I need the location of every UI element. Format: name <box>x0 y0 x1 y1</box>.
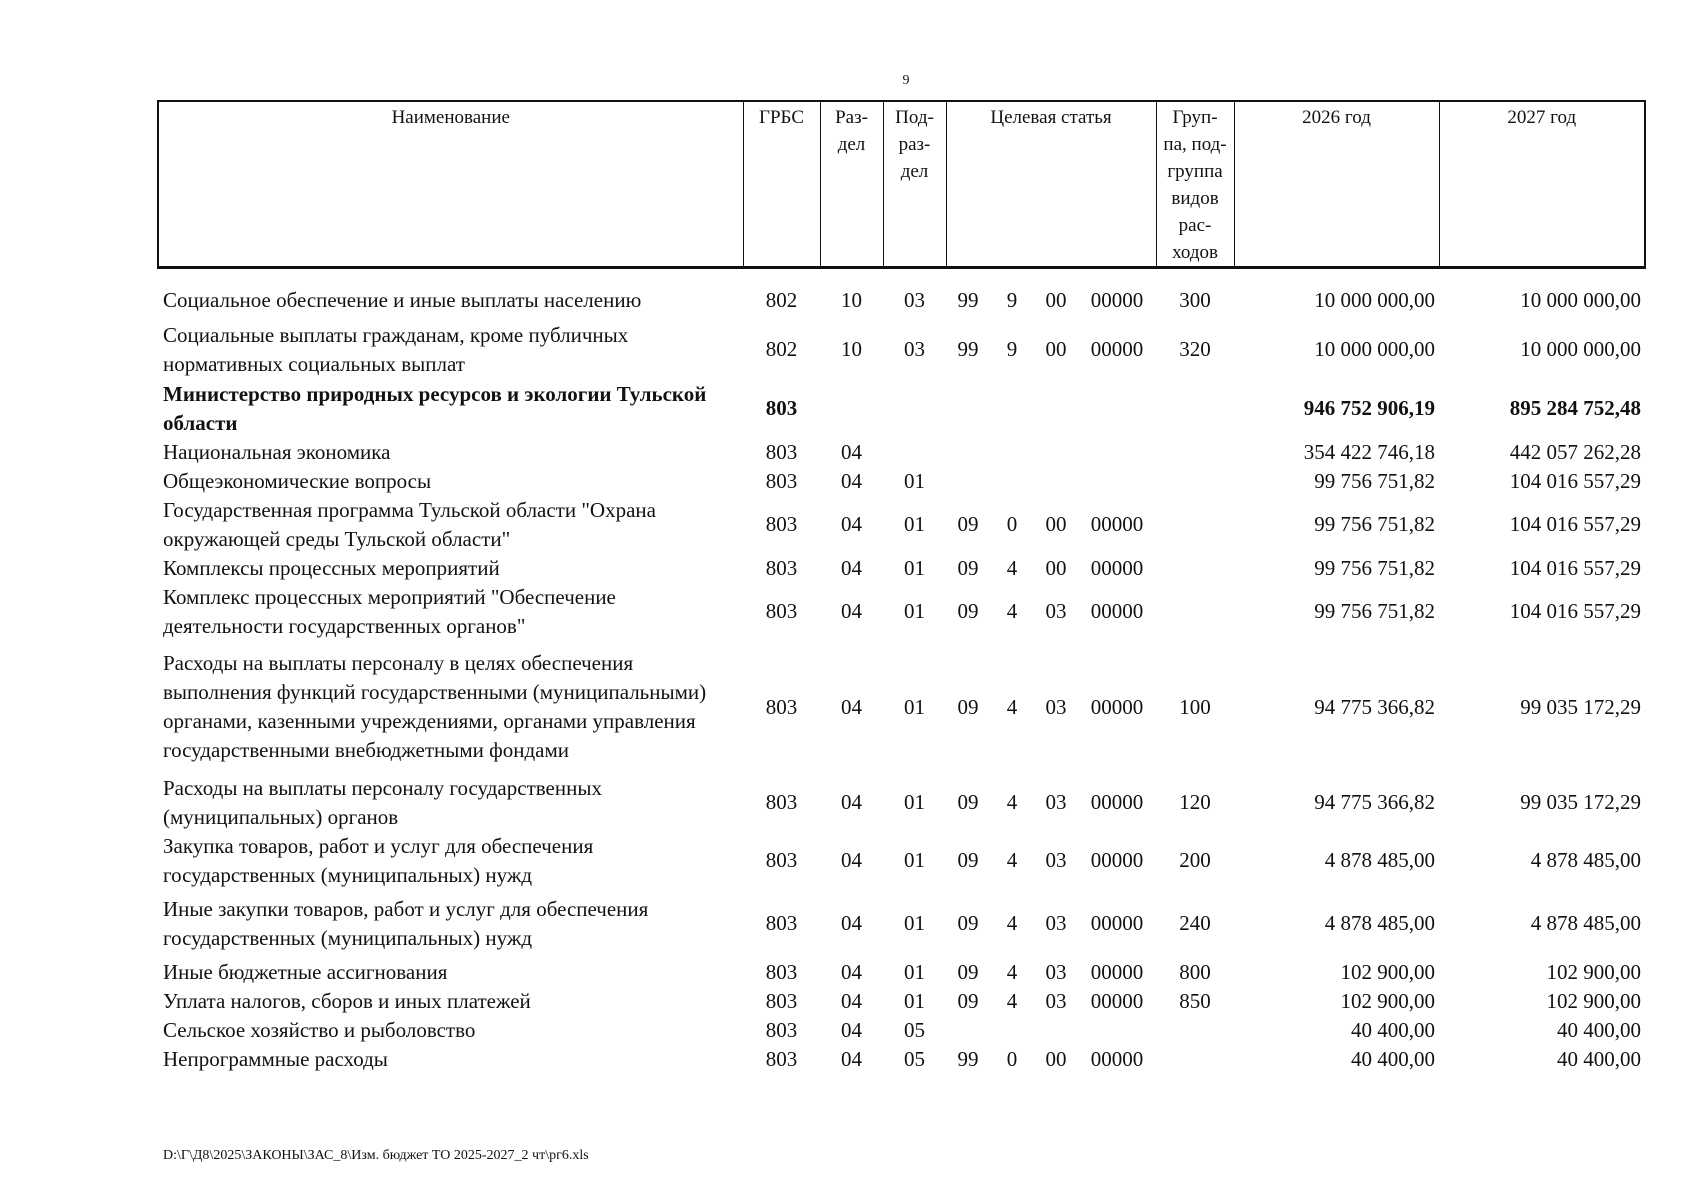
row-target-program: 99 <box>957 337 979 361</box>
row-amount-2027: 40 400,00 <box>1557 1017 1642 1042</box>
row-target-subtype <box>1034 1016 1078 1045</box>
page-number: 9 <box>902 73 910 88</box>
table-row <box>158 1016 1645 1045</box>
row-amount-2027: 4 878 485,00 <box>1530 911 1642 935</box>
row-podrazdel: 01 <box>904 790 925 814</box>
row-amount-2027: 10 000 000,00 <box>1520 337 1642 361</box>
row-name: Иные бюджетные ассигнования <box>163 959 448 984</box>
row-razdel <box>820 380 883 438</box>
header-target: Целевая статья <box>946 101 1156 268</box>
row-grbs: 803 <box>765 790 798 814</box>
row-expense-group <box>1156 554 1234 583</box>
header-razdel: Раз- дел <box>820 101 883 268</box>
row-name: Комплекс процессных мероприятий "Обеспечение деятельности государственных органов" <box>163 584 616 638</box>
row-amount-2027: 40 400,00 <box>1557 1046 1642 1071</box>
row-target-program: 09 <box>957 512 979 536</box>
row-target-direction: 00000 <box>1090 911 1144 935</box>
row-target-subtype: 00 <box>1045 1046 1067 1071</box>
row-target-subtype: 03 <box>1045 959 1067 984</box>
budget-table <box>157 100 1646 1074</box>
row-amount-2027: 102 900,00 <box>1546 959 1642 984</box>
row-target-program: 09 <box>957 959 979 984</box>
row-target-program: 09 <box>957 555 979 580</box>
row-razdel: 04 <box>841 694 862 719</box>
row-expense-group: 120 <box>1179 790 1211 814</box>
row-grbs: 803 <box>765 512 798 536</box>
row-target-direction: 00000 <box>1090 848 1144 872</box>
row-target-direction: 00000 <box>1090 555 1144 580</box>
row-target-direction: 00000 <box>1090 959 1144 984</box>
row-name: Социальное обеспечение и иные выплаты населению <box>163 287 642 312</box>
table-body <box>158 268 1645 1074</box>
table-row <box>158 890 1645 958</box>
row-razdel: 10 <box>841 337 862 361</box>
row-amount-2027: 99 035 172,29 <box>1520 694 1642 719</box>
row-target-type: 4 <box>1006 911 1018 935</box>
row-target-direction <box>1078 1016 1156 1045</box>
row-expense-group: 200 <box>1179 848 1211 872</box>
row-expense-group <box>1156 583 1234 641</box>
row-target-subtype: 03 <box>1045 848 1067 872</box>
row-expense-group <box>1156 380 1234 438</box>
row-razdel: 04 <box>841 848 862 872</box>
row-target-type: 9 <box>1006 287 1018 312</box>
row-name: Непрограммные расходы <box>163 1046 388 1071</box>
row-target-direction: 00000 <box>1090 512 1144 536</box>
row-target-direction: 00000 <box>1090 287 1144 312</box>
table-row <box>158 438 1645 467</box>
row-expense-group: 320 <box>1179 337 1211 361</box>
row-target-program <box>946 467 990 496</box>
table-row <box>158 467 1645 496</box>
row-target-subtype: 03 <box>1045 694 1067 719</box>
row-grbs: 803 <box>765 439 798 464</box>
row-razdel: 04 <box>841 439 862 464</box>
row-grbs: 803 <box>765 599 798 623</box>
row-target-type: 9 <box>1006 337 1018 361</box>
row-razdel: 04 <box>841 1017 862 1042</box>
table-row <box>158 496 1645 554</box>
header-grbs: ГРБС <box>743 101 820 268</box>
table-row <box>158 987 1645 1016</box>
row-amount-2027: 4 878 485,00 <box>1530 848 1642 872</box>
row-target-type: 4 <box>1006 988 1018 1013</box>
table-row <box>158 1045 1645 1074</box>
row-target-program <box>946 438 990 467</box>
row-amount-2027: 104 016 557,29 <box>1509 555 1642 580</box>
row-amount-2026: 102 900,00 <box>1340 988 1436 1013</box>
row-grbs: 803 <box>765 555 798 580</box>
row-target-program: 99 <box>957 287 979 312</box>
row-target-subtype: 03 <box>1045 790 1067 814</box>
row-amount-2026: 99 756 751,82 <box>1314 468 1436 493</box>
row-amount-2027: 104 016 557,29 <box>1509 599 1642 623</box>
table-row <box>158 832 1645 890</box>
row-amount-2027: 99 035 172,29 <box>1520 790 1642 814</box>
row-razdel: 04 <box>841 911 862 935</box>
row-expense-group: 800 <box>1179 959 1211 984</box>
row-podrazdel: 01 <box>904 911 925 935</box>
row-grbs: 803 <box>765 959 798 984</box>
row-target-direction: 00000 <box>1090 988 1144 1013</box>
row-amount-2027: 104 016 557,29 <box>1509 468 1642 493</box>
row-target-type: 0 <box>1006 512 1018 536</box>
row-razdel: 04 <box>841 790 862 814</box>
row-target-program: 09 <box>957 790 979 814</box>
row-grbs: 803 <box>765 396 798 420</box>
row-name: Государственная программа Тульской области "Охрана окружающей среды Тульской области" <box>163 497 656 551</box>
row-name: Расходы на выплаты персоналу государственных (муниципальных) органов <box>163 775 602 829</box>
row-podrazdel <box>883 380 946 438</box>
row-podrazdel: 05 <box>904 1017 925 1042</box>
row-expense-group: 300 <box>1179 287 1211 312</box>
row-expense-group <box>1156 438 1234 467</box>
row-target-type: 4 <box>1006 555 1018 580</box>
file-path: D:\Г\Д8\2025\ЗАКОНЫ\ЗАС_8\Изм. бюджет ТО 2025-2027_2 чт\рг6.xls <box>163 1148 589 1163</box>
row-name: Министерство природных ресурсов и экологии Тульской области <box>163 381 707 435</box>
row-target-subtype <box>1034 467 1078 496</box>
row-amount-2026: 99 756 751,82 <box>1314 555 1436 580</box>
row-name: Комплексы процессных мероприятий <box>163 555 500 580</box>
row-podrazdel: 01 <box>904 468 925 493</box>
row-target-subtype <box>1034 438 1078 467</box>
table-row <box>158 320 1645 380</box>
row-podrazdel: 01 <box>904 848 925 872</box>
row-grbs: 803 <box>765 848 798 872</box>
row-target-program <box>946 1016 990 1045</box>
row-podrazdel: 01 <box>904 512 925 536</box>
row-expense-group <box>1156 1016 1234 1045</box>
row-razdel: 04 <box>841 555 862 580</box>
row-razdel: 04 <box>841 599 862 623</box>
row-amount-2026: 354 422 746,18 <box>1303 439 1436 464</box>
row-razdel: 04 <box>841 959 862 984</box>
row-amount-2026: 4 878 485,00 <box>1324 911 1436 935</box>
row-amount-2026: 40 400,00 <box>1351 1046 1436 1071</box>
table-row <box>158 583 1645 641</box>
row-expense-group <box>1156 467 1234 496</box>
row-target-type <box>990 438 1034 467</box>
row-expense-group: 850 <box>1179 988 1211 1013</box>
row-target-direction: 00000 <box>1090 790 1144 814</box>
row-target-subtype: 03 <box>1045 988 1067 1013</box>
row-amount-2026: 10 000 000,00 <box>1314 287 1436 312</box>
row-amount-2026: 40 400,00 <box>1351 1017 1436 1042</box>
row-name: Уплата налогов, сборов и иных платежей <box>163 988 531 1013</box>
row-target-type <box>990 1016 1034 1045</box>
row-amount-2026: 94 775 366,82 <box>1314 694 1436 719</box>
row-amount-2026: 4 878 485,00 <box>1324 848 1436 872</box>
row-target-direction: 00000 <box>1090 337 1144 361</box>
row-expense-group <box>1156 1045 1234 1074</box>
row-target-program: 09 <box>957 988 979 1013</box>
table-row <box>158 268 1645 320</box>
table-header <box>158 101 1645 268</box>
row-name: Национальная экономика <box>163 439 391 464</box>
row-target-subtype: 00 <box>1045 337 1067 361</box>
row-name: Закупка товаров, работ и услуг для обеспечения государственных (муниципальных) нужд <box>163 833 594 887</box>
row-podrazdel: 03 <box>904 287 925 312</box>
table-row <box>158 641 1645 774</box>
row-podrazdel: 01 <box>904 555 925 580</box>
row-podrazdel: 01 <box>904 959 925 984</box>
row-target-type <box>990 380 1034 438</box>
row-target-direction <box>1078 467 1156 496</box>
row-grbs: 803 <box>765 988 798 1013</box>
header-group: Груп- па, под- группа видов рас- ходов <box>1156 101 1234 268</box>
row-amount-2027: 895 284 752,48 <box>1509 396 1642 420</box>
row-target-type: 4 <box>1006 694 1018 719</box>
row-amount-2026: 102 900,00 <box>1340 959 1436 984</box>
row-grbs: 803 <box>765 1046 798 1071</box>
row-razdel: 04 <box>841 512 862 536</box>
row-name: Расходы на выплаты персоналу в целях обеспечения выполнения функций государственными (муниципальными) органами, казенными учреждениями, органами управления государственными внебюджетными фондами <box>163 651 707 762</box>
table-row <box>158 774 1645 832</box>
row-amount-2027: 442 057 262,28 <box>1509 439 1642 464</box>
row-target-type <box>990 467 1034 496</box>
row-amount-2026: 946 752 906,19 <box>1303 396 1436 420</box>
row-podrazdel: 01 <box>904 599 925 623</box>
row-target-subtype: 00 <box>1045 512 1067 536</box>
row-name: Сельское хозяйство и рыболовство <box>163 1017 476 1042</box>
row-target-program: 09 <box>957 848 979 872</box>
row-razdel: 04 <box>841 468 862 493</box>
row-razdel: 10 <box>841 287 862 312</box>
row-target-type: 4 <box>1006 848 1018 872</box>
row-target-subtype <box>1034 380 1078 438</box>
row-target-subtype: 03 <box>1045 911 1067 935</box>
row-target-direction: 00000 <box>1090 1046 1144 1071</box>
header-year-2027: 2027 год <box>1439 101 1645 268</box>
row-grbs: 803 <box>765 694 798 719</box>
row-target-direction: 00000 <box>1090 599 1144 623</box>
row-amount-2027: 10 000 000,00 <box>1520 287 1642 312</box>
table-row <box>158 958 1645 987</box>
row-podrazdel: 01 <box>904 694 925 719</box>
row-target-program: 09 <box>957 599 979 623</box>
row-amount-2027: 102 900,00 <box>1546 988 1642 1013</box>
header-podrazdel: Под- раз- дел <box>883 101 946 268</box>
row-target-subtype: 00 <box>1045 555 1067 580</box>
row-expense-group: 240 <box>1179 911 1211 935</box>
row-razdel: 04 <box>841 988 862 1013</box>
row-target-direction: 00000 <box>1090 694 1144 719</box>
row-grbs: 803 <box>765 468 798 493</box>
row-podrazdel: 01 <box>904 988 925 1013</box>
row-amount-2026: 10 000 000,00 <box>1314 337 1436 361</box>
table-row <box>158 380 1645 438</box>
row-target-type: 0 <box>1006 1046 1018 1071</box>
row-amount-2026: 99 756 751,82 <box>1314 512 1436 536</box>
row-grbs: 803 <box>765 1017 798 1042</box>
row-name: Иные закупки товаров, работ и услуг для обеспечения государственных (муниципальных) нужд <box>163 896 649 950</box>
row-amount-2026: 99 756 751,82 <box>1314 599 1436 623</box>
row-target-program <box>946 380 990 438</box>
row-target-direction <box>1078 438 1156 467</box>
row-amount-2026: 94 775 366,82 <box>1314 790 1436 814</box>
row-name: Общеэкономические вопросы <box>163 468 432 493</box>
table-row <box>158 554 1645 583</box>
row-grbs: 802 <box>765 337 798 361</box>
row-target-program: 09 <box>957 694 979 719</box>
row-target-program: 09 <box>957 911 979 935</box>
row-amount-2027: 104 016 557,29 <box>1509 512 1642 536</box>
row-target-program: 99 <box>957 1046 979 1071</box>
row-target-type: 4 <box>1006 599 1018 623</box>
header-name: Наименование <box>158 101 743 268</box>
row-target-direction <box>1078 380 1156 438</box>
row-target-type: 4 <box>1006 959 1018 984</box>
row-podrazdel: 05 <box>904 1046 925 1071</box>
row-target-subtype: 00 <box>1045 287 1067 312</box>
row-expense-group <box>1156 496 1234 554</box>
row-grbs: 802 <box>765 287 798 312</box>
row-razdel: 04 <box>841 1046 862 1071</box>
header-year-2026: 2026 год <box>1234 101 1439 268</box>
row-target-type: 4 <box>1006 790 1018 814</box>
row-grbs: 803 <box>765 911 798 935</box>
row-expense-group: 100 <box>1179 694 1211 719</box>
row-target-subtype: 03 <box>1045 599 1067 623</box>
row-podrazdel <box>883 438 946 467</box>
row-podrazdel: 03 <box>904 337 925 361</box>
row-name: Социальные выплаты гражданам, кроме публичных нормативных социальных выплат <box>163 322 629 376</box>
